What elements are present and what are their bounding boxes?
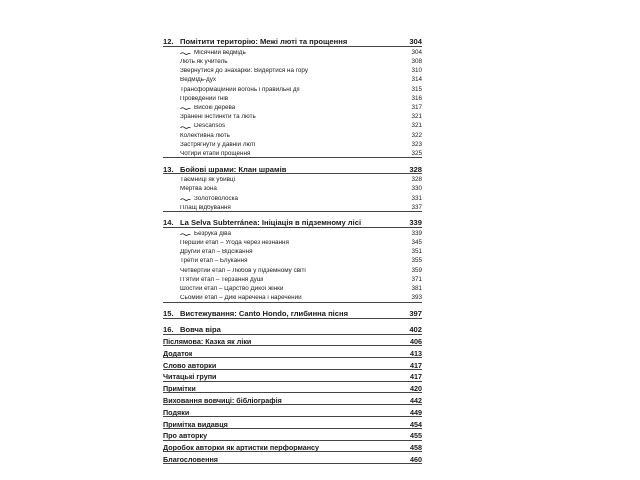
toc-entry-page-number: 355 <box>411 257 422 265</box>
back-matter-row[interactable] <box>163 346 422 357</box>
toc-entry-title: Безрука діва <box>194 230 231 237</box>
toc-entry-title: Звернутися до знахарки: Видертися на гору <box>180 68 308 75</box>
back-matter-row[interactable] <box>163 393 422 404</box>
back-matter-row[interactable] <box>163 441 422 452</box>
back-matter-title: Примітки <box>163 385 196 393</box>
back-matter-title: Додаток <box>163 349 193 358</box>
back-matter-page-number: 442 <box>410 396 422 406</box>
toc-entry-page-number: 322 <box>411 131 422 139</box>
chapter-page-number: 339 <box>409 218 422 228</box>
toc-entry-label <box>180 68 308 74</box>
toc-entry-label <box>180 295 302 301</box>
back-matter-title: Благословення <box>163 456 218 464</box>
toc-entry-page-number: 308 <box>411 58 422 66</box>
back-matter-row[interactable] <box>163 382 422 393</box>
back-matter-page-number: 420 <box>410 384 422 394</box>
toc-entry[interactable] <box>163 139 422 148</box>
toc-entry-page-number: 359 <box>411 266 422 274</box>
toc-entry-title: Ведмідь-дух <box>180 77 216 84</box>
chapter-page-number: 304 <box>409 37 422 47</box>
toc-entry-title: П’ятий етап – Терзання душі <box>180 276 264 283</box>
toc-entry[interactable] <box>163 256 422 265</box>
chapter-title: Вовча віра <box>180 325 221 334</box>
toc-entry-page-number: 328 <box>411 176 422 184</box>
toc-entry[interactable] <box>163 84 422 93</box>
toc-entry-title: Трансформаційний вогонь і правильні дії <box>180 86 300 93</box>
toc-entry-label <box>180 240 289 246</box>
toc-entry[interactable] <box>163 193 422 202</box>
back-matter-row[interactable] <box>163 358 422 369</box>
toc-entry-page-number: 323 <box>411 140 422 148</box>
toc-entry-page-number: 317 <box>411 104 422 112</box>
back-matter-page-number: 413 <box>410 348 422 358</box>
toc-entry-label <box>180 196 238 202</box>
chapter-row[interactable] <box>163 216 422 227</box>
toc-entry[interactable] <box>163 75 422 84</box>
toc-entry-title: Проведений гнів <box>180 95 229 102</box>
toc-entry-page-number: 351 <box>411 248 422 256</box>
toc-entry-title: Золотоволоска <box>194 195 239 202</box>
toc-entry[interactable] <box>163 130 422 139</box>
toc-entry-title: Сьомий етап – Дикі наречена і наречений <box>180 295 302 302</box>
toc-entry-label <box>180 231 231 237</box>
back-matter-row[interactable] <box>163 405 422 416</box>
toc-entry-page-number: 331 <box>411 194 422 202</box>
toc-entry-page-number: 321 <box>411 122 422 130</box>
back-matter-title: Доробок авторки як артистки перформансу <box>163 444 320 452</box>
chapter-heading <box>163 219 361 227</box>
toc-entry[interactable] <box>163 283 422 292</box>
toc-entry[interactable] <box>163 274 422 283</box>
back-matter-title: Подяки <box>163 408 190 417</box>
toc-entry-title: Третій етап – Блукання <box>180 258 248 265</box>
toc-entry[interactable] <box>163 174 422 183</box>
toc-entry-label <box>180 77 216 83</box>
toc-entry-page-number: 337 <box>411 203 422 211</box>
back-matter-title: Слово авторки <box>163 361 217 369</box>
chapter-row[interactable] <box>163 162 422 173</box>
toc-entry-title: Високі дерева <box>194 105 236 112</box>
wavy-dash-icon <box>180 106 191 111</box>
toc-entry[interactable] <box>163 93 422 102</box>
chapter-number: 15. <box>163 309 174 318</box>
wavy-dash-icon <box>180 197 191 202</box>
chapter-page-number: 397 <box>409 308 422 318</box>
chapter-number: 12. <box>163 38 174 46</box>
back-matter-row[interactable] <box>163 452 422 463</box>
toc-entry[interactable] <box>163 65 422 74</box>
back-matter-title: Примітка видавця <box>163 420 228 428</box>
toc-entry-label <box>180 258 248 264</box>
chapter-row[interactable] <box>163 36 422 46</box>
back-matter-row[interactable] <box>163 417 422 428</box>
chapter-number: 16. <box>163 325 174 334</box>
toc-entry-label <box>180 142 255 148</box>
toc-entry-label <box>180 186 217 192</box>
back-matter-title: Про авторку <box>163 432 208 440</box>
toc-entry-page-number: 330 <box>411 185 422 193</box>
back-matter-row[interactable] <box>163 370 422 381</box>
back-matter-title: Читацькі групи <box>163 373 217 381</box>
back-matter-page-number: 454 <box>410 419 422 429</box>
toc-entry[interactable] <box>163 202 422 211</box>
back-matter-row[interactable] <box>163 429 422 440</box>
toc-entry-title: Таємниці як убивці <box>180 177 235 184</box>
toc-entry[interactable] <box>163 56 422 65</box>
toc-entry-page-number: 325 <box>411 149 422 157</box>
table-of-contents <box>163 36 422 464</box>
chapter-row[interactable] <box>163 307 422 318</box>
toc-entry-title: Місячний ведмідь <box>194 49 246 56</box>
toc-entry-page-number: 314 <box>411 76 422 84</box>
chapter-title: La Selva Subterránea: Ініціація в підземному лісі <box>180 219 362 227</box>
toc-entry-label <box>180 133 230 139</box>
toc-entry-page-number: 315 <box>411 85 422 93</box>
toc-entry-title: Колективна лють <box>180 132 230 139</box>
toc-entry-label <box>180 50 246 56</box>
toc-entry-label <box>180 123 225 129</box>
chapter-page-number: 402 <box>409 324 422 334</box>
toc-entry-page-number: 339 <box>411 229 422 237</box>
toc-entry-title: Лють як учитель <box>180 59 228 66</box>
toc-entry[interactable] <box>163 237 422 246</box>
toc-entry[interactable] <box>163 102 422 111</box>
toc-entry-page-number: 316 <box>411 94 422 102</box>
back-matter-page-number: 449 <box>410 407 422 417</box>
toc-entry-title: Мертва зона <box>180 186 217 193</box>
toc-entry-page-number: 310 <box>411 67 422 75</box>
toc-entry-page-number: 393 <box>411 294 422 302</box>
chapter-page-number: 328 <box>409 164 422 174</box>
toc-entry-label <box>180 59 228 65</box>
toc-entry-title: Шостий етап – Царство Дикої жінки <box>180 286 284 293</box>
toc-entry[interactable] <box>163 292 422 301</box>
toc-entry-title: Застрягнути у давній люті <box>180 141 256 148</box>
chapter-row[interactable] <box>163 323 422 334</box>
back-matter-page-number: 417 <box>410 372 422 382</box>
toc-entry-label <box>180 249 253 255</box>
toc-entry[interactable] <box>163 183 422 192</box>
toc-entry-title: Плащ відбування <box>180 204 231 211</box>
chapter-number: 13. <box>163 165 174 174</box>
toc-entry-label <box>180 205 231 211</box>
toc-entry[interactable] <box>163 148 422 157</box>
toc-entry-page-number: 371 <box>411 275 422 283</box>
toc-entry-title: Перший етап – Угода через незнання <box>180 240 289 247</box>
toc-entry-title: Чотири етапи прощення <box>180 150 251 157</box>
toc-entry-page-number: 304 <box>411 48 422 56</box>
chapter-heading <box>163 166 286 174</box>
toc-entry-label <box>180 96 228 102</box>
toc-entry-label <box>180 277 263 283</box>
toc-entry-label <box>180 151 250 157</box>
toc-entry-label <box>180 177 235 183</box>
toc-entry-label <box>180 87 300 93</box>
toc-entry-title: Descansos <box>194 123 226 130</box>
toc-entry-label <box>180 105 235 111</box>
back-matter-page-number: 406 <box>410 337 422 347</box>
back-matter-row[interactable] <box>163 335 422 346</box>
toc-entry[interactable] <box>163 265 422 274</box>
toc-entry[interactable] <box>163 111 422 120</box>
divider-line <box>163 463 422 464</box>
wavy-dash-icon <box>180 51 191 56</box>
toc-entry[interactable] <box>163 228 422 237</box>
chapter-heading <box>163 310 348 318</box>
toc-entry-label <box>180 286 283 292</box>
back-matter-title: Післямова: Казка як ліки <box>163 338 252 346</box>
chapter-title: Вистежування: Canto Hondo, глибинна пісня <box>180 309 349 318</box>
toc-entry-page-number: 345 <box>411 239 422 247</box>
toc-entry-title: Другий етап – Відсікання <box>180 249 253 256</box>
wavy-dash-icon <box>180 125 191 130</box>
chapter-heading <box>163 38 347 46</box>
back-matter-page-number: 417 <box>410 360 422 370</box>
chapter-title: Помітити територію: Межі люті та прощення <box>180 38 348 46</box>
toc-entry[interactable] <box>163 47 422 56</box>
toc-entry-title: Зранені інстинкти та лють <box>180 114 256 121</box>
wavy-dash-icon <box>180 232 191 237</box>
toc-entry-page-number: 381 <box>411 285 422 293</box>
toc-entry[interactable] <box>163 246 422 255</box>
toc-entry-title: Четвертий етап – Любов у підземному світі <box>180 267 306 274</box>
back-matter-page-number: 460 <box>410 455 422 465</box>
chapter-title: Бойові шрами: Клан шрамів <box>180 165 287 174</box>
toc-entry-label <box>180 268 306 274</box>
chapter-number: 14. <box>163 219 174 227</box>
back-matter-page-number: 455 <box>410 431 422 441</box>
toc-entry-page-number: 321 <box>411 113 422 121</box>
toc-entry[interactable] <box>163 121 422 130</box>
back-matter-title: Виховання вовчиці: бібліографія <box>163 397 282 405</box>
back-matter-page-number: 458 <box>410 443 422 453</box>
chapter-heading <box>163 326 221 334</box>
toc-entry-label <box>180 114 256 120</box>
